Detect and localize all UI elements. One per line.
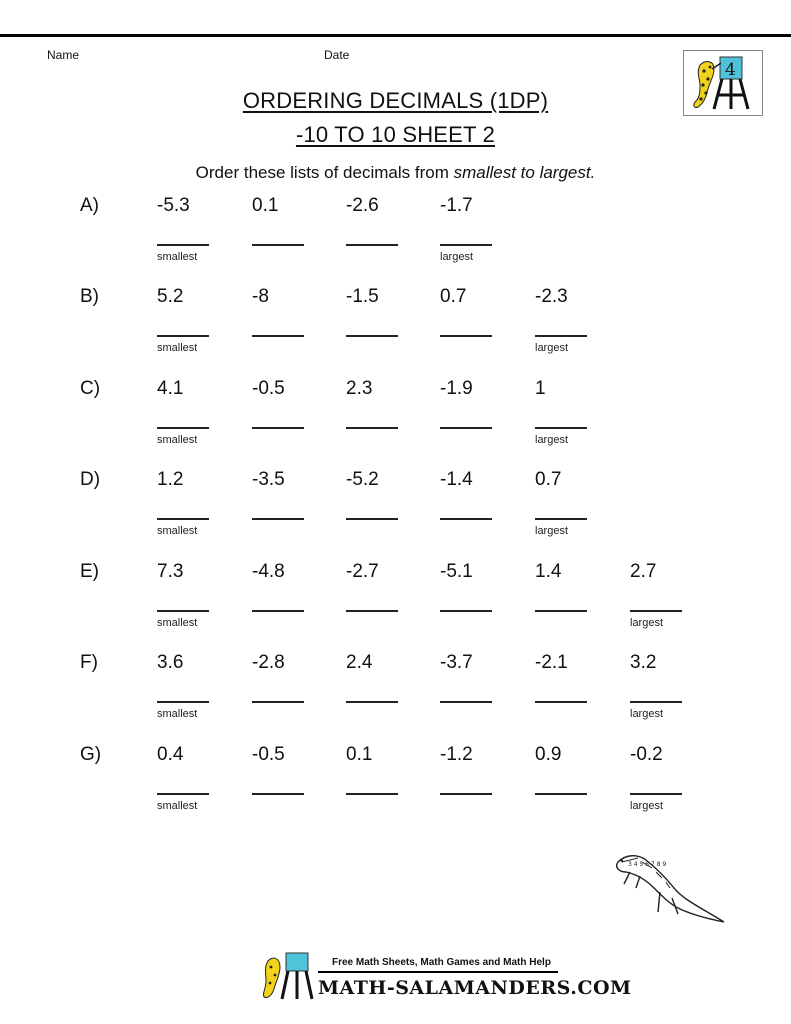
decimal-value: 2.4: [346, 652, 373, 673]
answer-blank[interactable]: [346, 244, 398, 246]
answer-blank[interactable]: [252, 427, 304, 429]
smallest-caption: smallest: [157, 617, 198, 629]
footer-rule: [318, 971, 558, 973]
decimal-value: -0.5: [252, 378, 285, 399]
largest-caption: largest: [630, 708, 664, 720]
decimal-value: -0.5: [252, 744, 285, 765]
answer-blank[interactable]: [346, 427, 398, 429]
largest-caption: largest: [535, 525, 569, 537]
problem-letter: F): [80, 652, 98, 673]
largest-caption: largest: [630, 617, 664, 629]
answer-blank[interactable]: [252, 518, 304, 520]
answer-blank[interactable]: [346, 335, 398, 337]
decimal-value: 1.2: [157, 469, 184, 490]
answer-blank[interactable]: [535, 335, 587, 337]
decimal-value: 2.3: [346, 378, 373, 399]
answer-blank[interactable]: [535, 518, 587, 520]
answer-blank[interactable]: [252, 610, 304, 612]
decimal-value: -0.2: [630, 744, 663, 765]
smallest-caption: smallest: [157, 251, 198, 263]
decimal-value: 4.1: [157, 378, 184, 399]
answer-blank[interactable]: [157, 793, 209, 795]
decimal-value: -5.1: [440, 561, 473, 582]
salamander-drawing-icon: [612, 848, 730, 930]
decimal-value: -2.7: [346, 561, 379, 582]
answer-blank[interactable]: [157, 701, 209, 703]
decimal-value: -3.7: [440, 652, 473, 673]
smallest-caption: smallest: [157, 800, 198, 812]
decimal-value: 1.4: [535, 561, 562, 582]
answer-blank[interactable]: [630, 610, 682, 612]
answer-blank[interactable]: [440, 427, 492, 429]
decimal-value: -1.4: [440, 469, 473, 490]
footer-brand[interactable]: MATH-SALAMANDERS.COM: [318, 977, 632, 999]
decimal-value: 0.7: [535, 469, 562, 490]
answer-blank[interactable]: [157, 244, 209, 246]
answer-blank[interactable]: [440, 335, 492, 337]
problem-letter: A): [80, 195, 99, 216]
decimal-value: 2.7: [630, 561, 657, 582]
date-label: Date: [324, 48, 350, 62]
decimal-value: 3.6: [157, 652, 184, 673]
decimal-value: -3.5: [252, 469, 285, 490]
answer-blank[interactable]: [346, 610, 398, 612]
decimal-value: -1.2: [440, 744, 473, 765]
decimal-value: -5.3: [157, 195, 190, 216]
decimal-value: -4.8: [252, 561, 285, 582]
decimal-value: 3.2: [630, 652, 657, 673]
answer-blank[interactable]: [157, 427, 209, 429]
decimal-value: 1: [535, 378, 546, 399]
footer-logo-icon: [258, 951, 316, 1001]
answer-blank[interactable]: [252, 701, 304, 703]
answer-blank[interactable]: [157, 518, 209, 520]
decimal-value: 0.4: [157, 744, 184, 765]
svg-text:3 4 5 6 7 8 9: 3 4 5 6 7 8 9: [628, 861, 667, 868]
answer-blank[interactable]: [440, 610, 492, 612]
smallest-caption: smallest: [157, 525, 198, 537]
decimal-value: 7.3: [157, 561, 184, 582]
decimal-value: 0.7: [440, 286, 467, 307]
answer-blank[interactable]: [440, 793, 492, 795]
name-label: Name: [47, 48, 80, 62]
decimal-value: -2.3: [535, 286, 568, 307]
answer-blank[interactable]: [630, 701, 682, 703]
problem-letter: D): [80, 469, 101, 490]
answer-blank[interactable]: [252, 793, 304, 795]
page-title-line1: ORDERING DECIMALS (1DP): [242, 88, 549, 113]
decimal-value: -2.6: [346, 195, 379, 216]
smallest-caption: smallest: [157, 434, 198, 446]
answer-blank[interactable]: [535, 610, 587, 612]
badge-number: 4: [725, 60, 736, 80]
decimal-value: 0.1: [252, 195, 279, 216]
answer-blank[interactable]: [252, 244, 304, 246]
decimal-value: 5.2: [157, 286, 184, 307]
decimal-value: -1.7: [440, 195, 473, 216]
decimal-value: -2.1: [535, 652, 568, 673]
answer-blank[interactable]: [535, 427, 587, 429]
answer-blank[interactable]: [346, 518, 398, 520]
footer-tagline: Free Math Sheets, Math Games and Math Help: [332, 957, 551, 968]
decimal-value: 0.1: [346, 744, 373, 765]
answer-blank[interactable]: [535, 701, 587, 703]
largest-caption: largest: [440, 251, 474, 263]
answer-blank[interactable]: [157, 610, 209, 612]
decimal-value: 0.9: [535, 744, 562, 765]
answer-blank[interactable]: [630, 793, 682, 795]
largest-caption: largest: [630, 800, 664, 812]
answer-blank[interactable]: [346, 701, 398, 703]
answer-blank[interactable]: [440, 701, 492, 703]
smallest-caption: smallest: [157, 342, 198, 354]
answer-blank[interactable]: [440, 244, 492, 246]
decimal-value: -1.5: [346, 286, 379, 307]
decimal-value: -1.9: [440, 378, 473, 399]
smallest-caption: smallest: [157, 708, 198, 720]
problem-letter: C): [80, 378, 101, 399]
decimal-value: -5.2: [346, 469, 379, 490]
decimal-value: -2.8: [252, 652, 285, 673]
header-rule: [0, 34, 791, 37]
answer-blank[interactable]: [535, 793, 587, 795]
answer-blank[interactable]: [440, 518, 492, 520]
problem-letter: B): [80, 286, 99, 307]
largest-caption: largest: [535, 434, 569, 446]
decimal-value: -8: [252, 286, 269, 307]
answer-blank[interactable]: [252, 335, 304, 337]
answer-blank[interactable]: [346, 793, 398, 795]
instructions: Order these lists of decimals from smallest to largest.: [195, 163, 596, 182]
answer-blank[interactable]: [157, 335, 209, 337]
problem-letter: E): [80, 561, 99, 582]
problem-letter: G): [80, 744, 102, 765]
page-title-line2: -10 TO 10 SHEET 2: [295, 122, 496, 147]
largest-caption: largest: [535, 342, 569, 354]
